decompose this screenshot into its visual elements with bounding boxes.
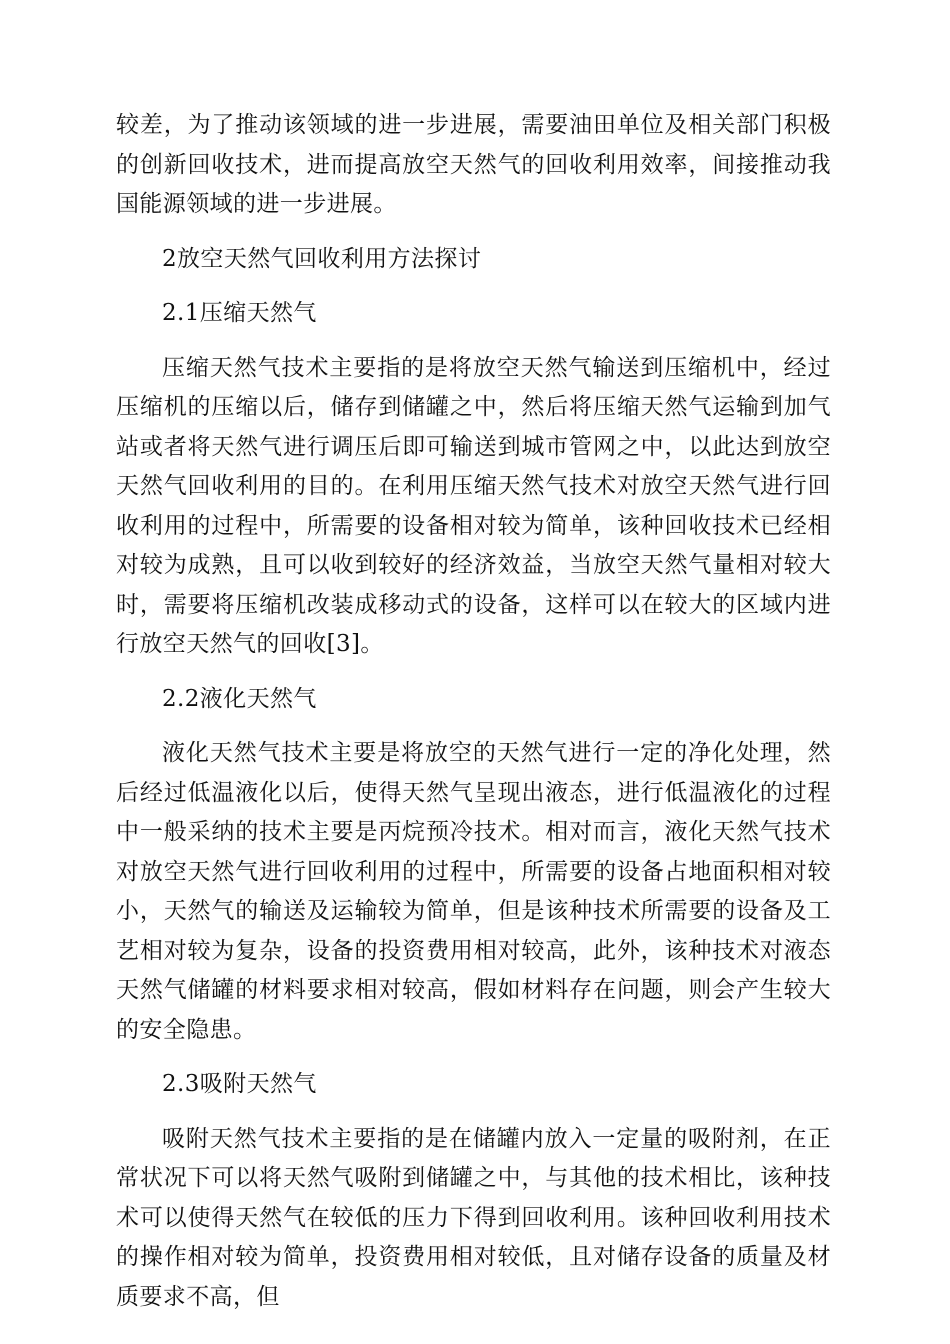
subsection-heading-2-2: 2.2液化天然气 — [162, 685, 317, 712]
subsection-heading-2-1: 2.1压缩天然气 — [162, 300, 317, 326]
paragraph-compressed-gas: 压缩天然气技术主要指的是将放空天然气输送到压缩机中，经过压缩机的压缩以后，储存到储罐之中，然后将压缩天然气运输到加气站或者将天然气进行调压后即可输送到城市管网之中，以此达到放空天然气回收利用的目的。在利用压缩天然气技术对放空天然气进行回收利用的过程中，所需要的设备相对较为简单，该种回收技术已经相对较为成熟，且可以收到较好的经济效益，当放空天然气量相对较大时，需要将压缩机改装成移动式的设备，这样可以在较大的区域内进行放空天然气的回收[3]。 — [116, 354, 831, 657]
paragraph-adsorbed-gas: 吸附天然气技术主要指的是在储罐内放入一定量的吸附剂，在正常状况下可以将天然气吸附到储罐之中，与其他的技术相比，该种技术可以使得天然气在较低的压力下得到回收利用。该种回收利用技术的操作相对较为简单，投资费用相对较低，且对储存设备的质量及材质要求不高，但 — [116, 1125, 831, 1310]
subsection-heading-2-3: 2.3吸附天然气 — [162, 1071, 317, 1097]
section-heading-2: 2放空天然气回收利用方法探讨 — [162, 245, 482, 272]
paragraph-continued: 较差，为了推动该领域的进一步进展，需要油田单位及相关部门积极的创新回收技术，进而提高放空天然气的回收利用效率，间接推动我国能源领域的进一步进展。 — [116, 112, 831, 217]
paragraph-liquefied-gas: 液化天然气技术主要是将放空的天然气进行一定的净化处理，然后经过低温液化以后，使得天然气呈现出液态，进行低温液化的过程中一般采纳的技术主要是丙烷预冷技术。相对而言，液化天然气技术对放空天然气进行回收利用的过程中，所需要的设备占地面积相对较小，天然气的输送及运输较为简单，但是该种技术所需要的设备及工艺相对较为复杂，设备的投资费用相对较高，此外，该种技术对液态天然气储罐的材料要求相对较高，假如材料存在问题，则会产生较大的安全隐患。 — [116, 740, 831, 1043]
document-body — [116, 106, 831, 1332]
